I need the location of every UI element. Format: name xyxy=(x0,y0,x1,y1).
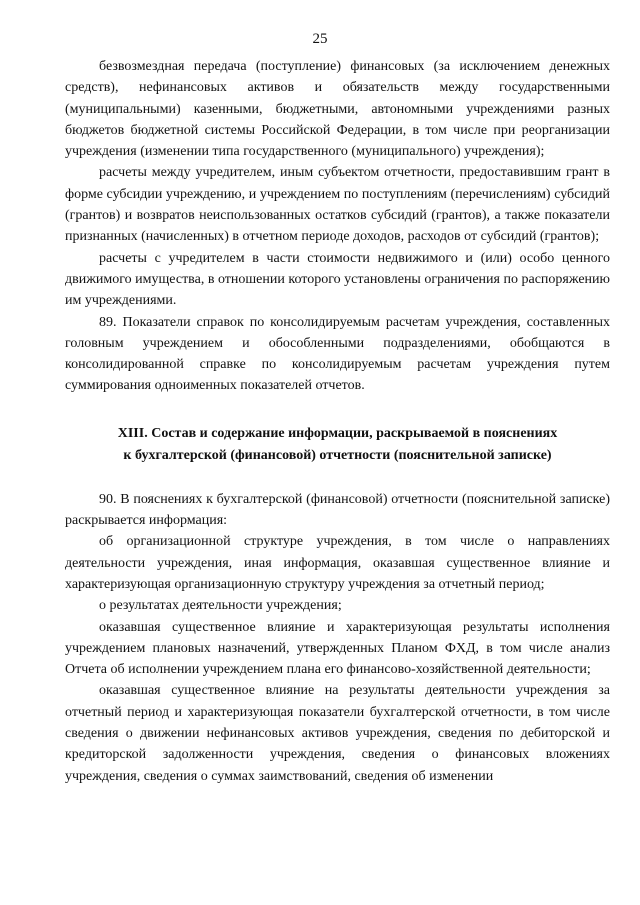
paragraph-founder-settlements: расчеты между учредителем, иным субъектом отчетности, предоставившим грант в форме субсидии учреждению, и учреждением по поступлениям (перечислениям) субсидий (грантов) и возвратов неиспользованных остатков субсидий (грантов), а также показатели признанных (начисленных) в отчетном периоде доходов, расходов от субсидий (грантов); xyxy=(65,165,610,245)
paragraph-property-settlements: расчеты с учредителем в части стоимости недвижимого и (или) особо ценного движимого имущества, в отношении которого установлены ограничения по распоряжению им учреждениями. xyxy=(65,250,610,309)
paragraph-reporting-indicators: оказавшая существенное влияние на результаты деятельности учреждения за отчетный период и характеризующая показатели бухгалтерской отчетности, в том числе сведения о движении нефинансовых активов учреждения, сведения по дебиторской и кредиторской задолженности учреждения, сведения о финансовых вложениях учреждения, сведения о суммах заимствований, сведения об изменении xyxy=(65,683,610,784)
paragraph-plan-execution: оказавшая существенное влияние и характеризующая результаты исполнения учреждением плановых назначений, утвержденных Планом ФХД, в том числе анализ Отчета об исполнении учреждением плана его финансово-хозяйственной деятельности; xyxy=(65,619,610,678)
section-heading-line1: XIII. Состав и содержание информации, раскрываемой в пояснениях xyxy=(117,425,558,441)
section-heading xyxy=(65,423,610,467)
page-body xyxy=(65,56,610,787)
paragraph-org-structure: об организационной структуре учреждения, в том числе о направлениях деятельности учреждения, иная информация, оказавшая существенное влияние и характеризующая организационную структуру учреждения за отчетный период; xyxy=(65,534,610,592)
paragraph-results: о результатах деятельности учреждения; xyxy=(99,598,342,614)
page-number: 25 xyxy=(312,31,328,47)
section-heading-line2: к бухгалтерской (финансовой) отчетности (пояснительной записке) xyxy=(123,447,552,463)
paragraph-item-89: 89. Показатели справок по консолидируемым расчетам учреждения, составленных головным учреждением и обособленными подразделениями, обобщаются в консолидированной справке по консолидируемым расчетам учреждения путем суммирования одноименных показателей отчетов. xyxy=(65,314,610,394)
paragraph-item-90: 90. В пояснениях к бухгалтерской (финансовой) отчетности (пояснительной записке) раскрывается информация: xyxy=(65,491,610,529)
paragraph-transfer: безвозмездная передача (поступление) финансовых (за исключением денежных средств), нефинансовых активов и обязательств между государственными (муниципальными) казенными, бюджетными, автономными учреждениями разных бюджетов бюджетной системы Российской Федерации, в том числе при реорганизации учреждения (изменении типа государственного (муниципального) учреждения); xyxy=(65,59,610,160)
